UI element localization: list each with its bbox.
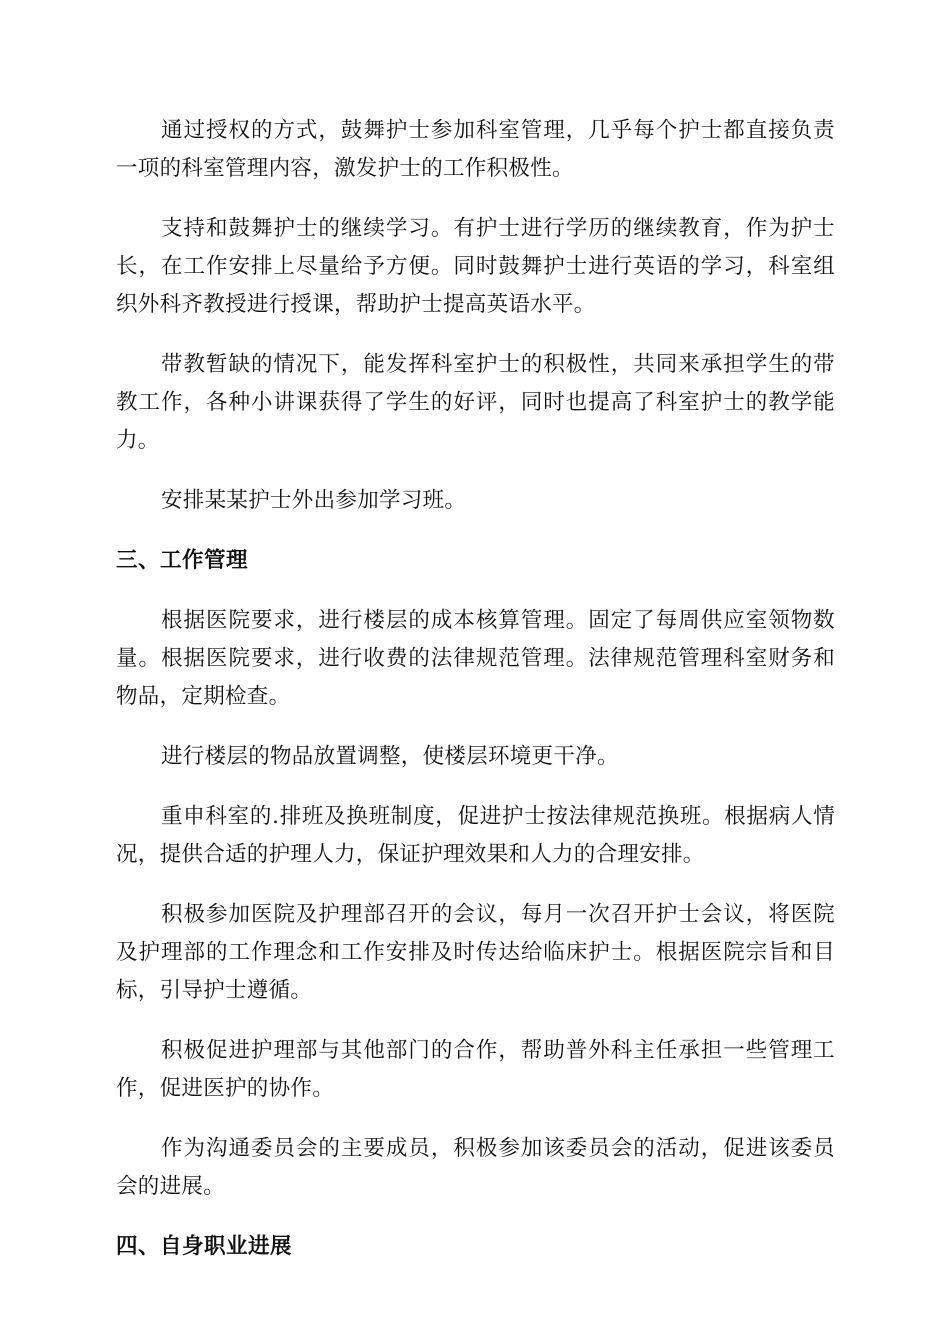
paragraph-authorization: 通过授权的方式，鼓舞护士参加科室管理，几乎每个护士都直接负责一项的科室管理内容，激发护士的工作积极性。 — [116, 118, 835, 181]
document-page — [116, 112, 835, 1288]
paragraph-committee: 作为沟通委员会的主要成员，积极参加该委员会的活动，促进该委员会的进展。 — [116, 1136, 835, 1199]
paragraph-cost-accounting: 根据医院要求，进行楼层的成本核算管理。固定了每周供应室领物数量。根据医院要求，进行收费的法律规范管理。法律规范管理科室财务和物品，定期检查。 — [116, 608, 835, 709]
paragraph-study-class: 安排某某护士外出参加学习班。 — [161, 488, 467, 513]
section-heading-work-management: 三、工作管理 — [116, 548, 249, 573]
paragraph-scheduling: 重申科室的.排班及换班制度，促进护士按法律规范换班。根据病人情况，提供合适的护理人力，保证护理效果和人力的合理安排。 — [116, 804, 835, 867]
paragraph-item-placement: 进行楼层的物品放置调整，使楼层环境更干净。 — [161, 744, 619, 769]
section-heading-career-development: 四、自身职业进展 — [116, 1234, 293, 1259]
paragraph-teaching: 带教暂缺的情况下，能发挥科室护士的积极性，共同来承担学生的带教工作，各种小讲课获得了学生的好评，同时也提高了科室护士的教学能力。 — [116, 352, 835, 453]
paragraph-meetings: 积极参加医院及护理部召开的会议，每月一次召开护士会议，将医院及护理部的工作理念和工作安排及时传达给临床护士。根据医院宗旨和目标，引导护士遵循。 — [116, 902, 835, 1003]
paragraph-continuing-education: 支持和鼓舞护士的继续学习。有护士进行学历的继续教育，作为护士长，在工作安排上尽量给予方便。同时鼓舞护士进行英语的学习，科室组织外科齐教授进行授课，帮助护士提高英语水平。 — [116, 216, 835, 317]
paragraph-cooperation: 积极促进护理部与其他部门的合作，帮助普外科主任承担一些管理工作，促进医护的协作。 — [116, 1038, 835, 1101]
